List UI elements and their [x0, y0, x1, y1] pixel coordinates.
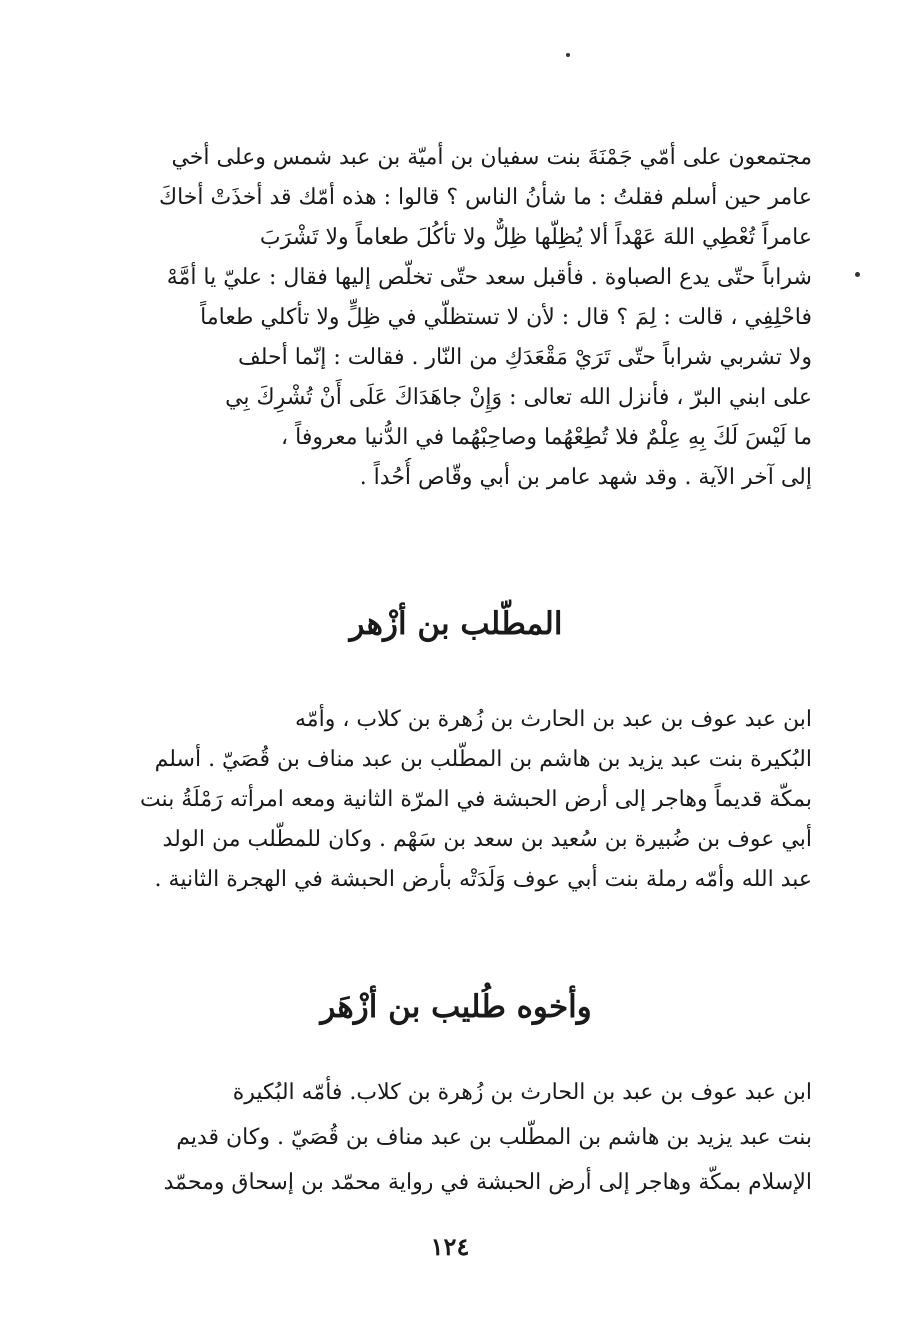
text-line: عامراً تُعْطِي اللهَ عَهْداً ألا يُظِلّها ظِلٌّ ولا تأكُلَ طعاماً ولا تَشْرَبَ [259, 225, 812, 250]
text-line: فاحْلِفِي ، قالت : لِمَ ؟ قال : لأن لا تستظلّي في ظِلٍّ ولا تأكلي طعاماً [200, 305, 812, 330]
text-line: أبي عوف بن ضُبيرة بن سُعيد بن سعد بن سَهْم . وكان للمطّلب من الولد [162, 827, 812, 852]
section-heading: المطّلب بن أزْهر [349, 606, 563, 642]
body-paragraph-3 [100, 1070, 812, 1205]
text-line: على ابني البرّ ، فأنزل الله تعالى : وَإِنْ جاهَدَاكَ عَلَى أَنْ تُشْرِكَ بِي [225, 385, 812, 410]
ink-speck [566, 53, 570, 57]
text-line: بمكّة قديماً وهاجر إلى أرض الحبشة في المرّة الثانية ومعه امرأته رَمْلَةُ بنت [139, 787, 812, 812]
text-line: ابن عبد عوف بن عبد بن الحارث بن زُهرة بن كلاب ، وأمّه [295, 707, 812, 732]
text-line: البُكيرة بنت عبد يزيد بن هاشم بن المطّلب بن عبد مناف بن قُصَيّ . أسلم [154, 747, 812, 772]
body-paragraph-2 [100, 700, 812, 900]
text-line: بنت عبد يزيد بن هاشم بن المطّلب بن عبد مناف بن قُصَيّ . وكان قديم [176, 1125, 812, 1150]
section-heading: وأخوه طُليب بن أزْهَر [320, 989, 592, 1025]
page-number: ١٢٤ [430, 1232, 470, 1261]
ink-speck [855, 272, 860, 277]
text-line: ولا تشربي شراباً حتّى تَرَيْ مَقْعَدَكِ من النّار . فقالت : إنّما أحلف [237, 345, 812, 370]
text-line: ما لَيْسَ لَكَ بِهِ عِلْمٌ فلا تُطِعْهُما وصاحِبْهُما في الدُّنيا معروفاً ، [281, 425, 812, 450]
body-paragraph-1 [100, 138, 812, 498]
text-line: مجتمعون على أمّي جَمْنَةَ بنت سفيان بن أميّة بن عبد شمس وعلى أخي [171, 145, 812, 170]
text-line: شراباً حتّى يدع الصباوة . فأقبل سعد حتّى تخلّص إليها فقال : عليّ يا أمَّهْ [166, 265, 812, 290]
text-line: عبد الله وأمّه رملة بنت أبي عوف وَلَدَتْه بأرض الحبشة في الهجرة الثانية . [154, 867, 812, 892]
text-line: ابن عبد عوف بن عبد بن الحارث بن زُهرة بن كلاب. فأمّه البُكيرة [232, 1080, 812, 1105]
text-line: الإسلام بمكّة وهاجر إلى أرض الحبشة في رواية محمّد بن إسحاق ومحمّد [163, 1170, 812, 1195]
text-line: عامر حين أسلم فقلتُ : ما شأنُ الناس ؟ قالوا : هذه أمّك قد أخذَتْ أخاكَ [158, 185, 812, 210]
text-line: إلى آخر الآية . وقد شهد عامر بن أبي وقّاص أُحُداً . [359, 465, 812, 490]
